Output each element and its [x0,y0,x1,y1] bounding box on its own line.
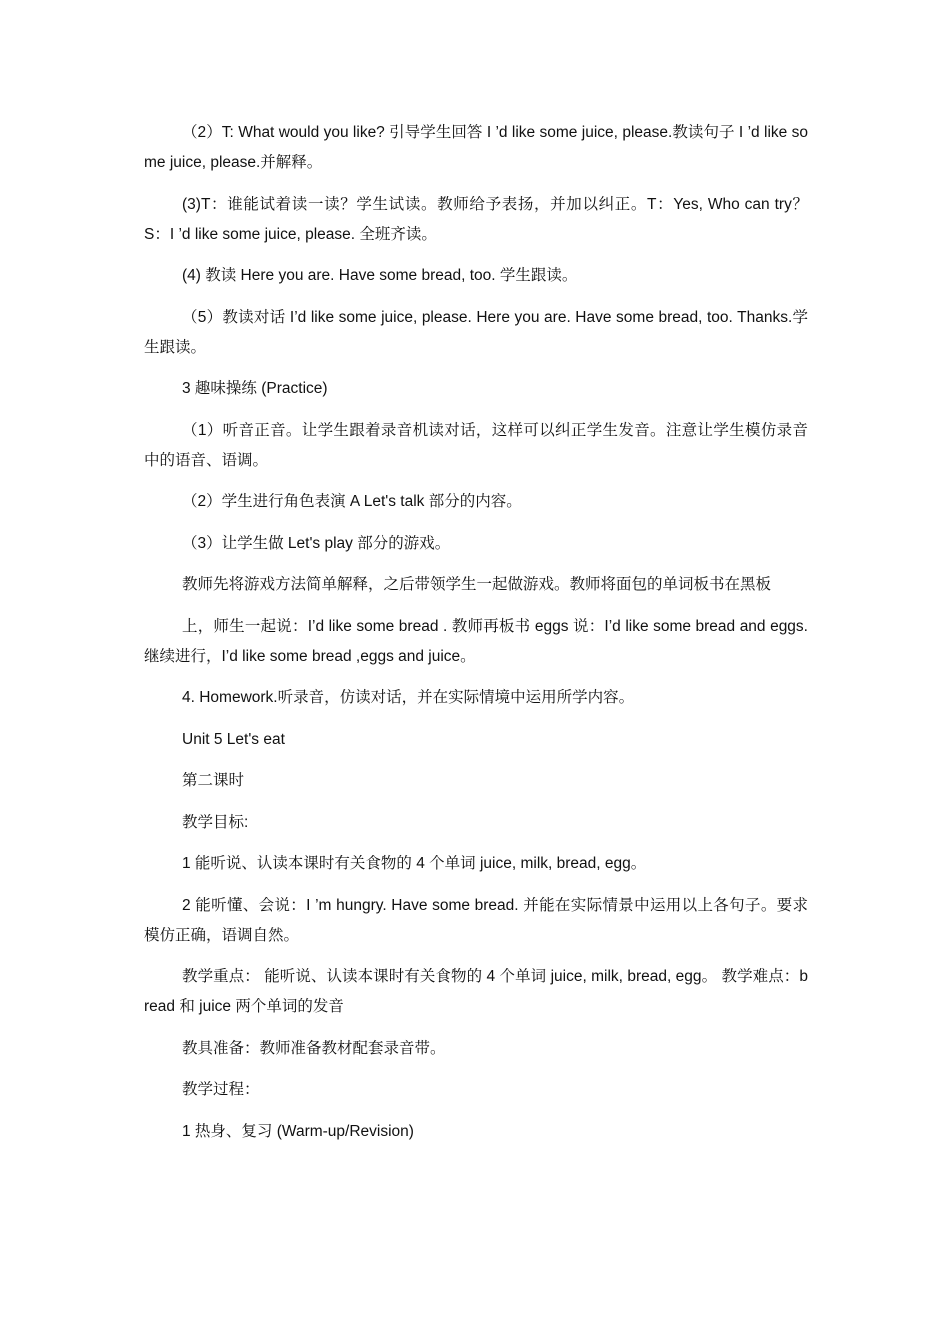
paragraph-step2-question: （2）T: What would you like? 引导学生回答 I ’d like some juice, please.教读句子 I ’d like some juice, please.并解释。 [144,124,808,171]
paragraph-practice-1: （1）听音正音。让学生跟着录音机读对话，这样可以纠正学生发音。注意让学生模仿录音中的语音、语调。 [144,421,808,469]
warm-up-heading: 1 热身、复习 (Warm-up/Revision) [182,1122,414,1140]
paragraph-game-steps: 上，师生一起说：I’d like some bread . 教师再板书 eggs 说：I’d like some bread and eggs. 继续进行，I’d like some bread ,eggs and juice。 [144,617,808,665]
paragraph-practice-2: （2）学生进行角色表演 A Let's talk 部分的内容。 [182,493,522,510]
objectives-heading: 教学目标: [182,813,249,831]
objective-1: 1 能听说、认读本课时有关食物的 4 个单词 juice, milk, bread, egg。 [182,855,647,872]
objective-2: 2 能听懂、会说：I ’m hungry. Have some bread. 并能在实际情景中运用以上各句子。要求模仿正确，语调自然。 [144,896,808,944]
paragraph-homework: 4. Homework.听录音，仿读对话，并在实际情境中运用所学内容。 [182,689,635,706]
teaching-process-heading: 教学过程： [182,1081,260,1098]
section-heading-practice: 3 趣味操练 (Practice) [182,380,328,397]
unit-title: Unit 5 Let's eat [182,730,285,748]
paragraph-step3-try-reading: (3)T：谁能试着读一读？学生试读。教师给予表扬，并加以纠正。T：Yes, Who can try？ S：I ’d like some juice, please. 全班齐读。 [144,195,808,243]
key-and-difficult-points: 教学重点： 能听说、认读本课时有关食物的 4 个单词 juice, milk, bread, egg。 教学难点：bread 和 juice 两个单词的发音 [144,968,808,1015]
teaching-aids: 教具准备：教师准备教材配套录音带。 [182,1039,446,1057]
lesson-title: 第二课时 [182,772,245,789]
paragraph-practice-3: （3）让学生做 Let's play 部分的游戏。 [182,534,451,552]
paragraph-step4-read-aloud: (4) 教读 Here you are. Have some bread, too. 学生跟读。 [182,267,578,284]
paragraph-game-intro: 教师先将游戏方法简单解释，之后带领学生一起做游戏。教师将面包的单词板书在黑板 [182,576,772,593]
paragraph-step5-dialogue: （5）教读对话 I’d like some juice, please. Here you are. Have some bread, too. Thanks.学生跟读。 [144,308,808,356]
document-body [144,118,808,1158]
